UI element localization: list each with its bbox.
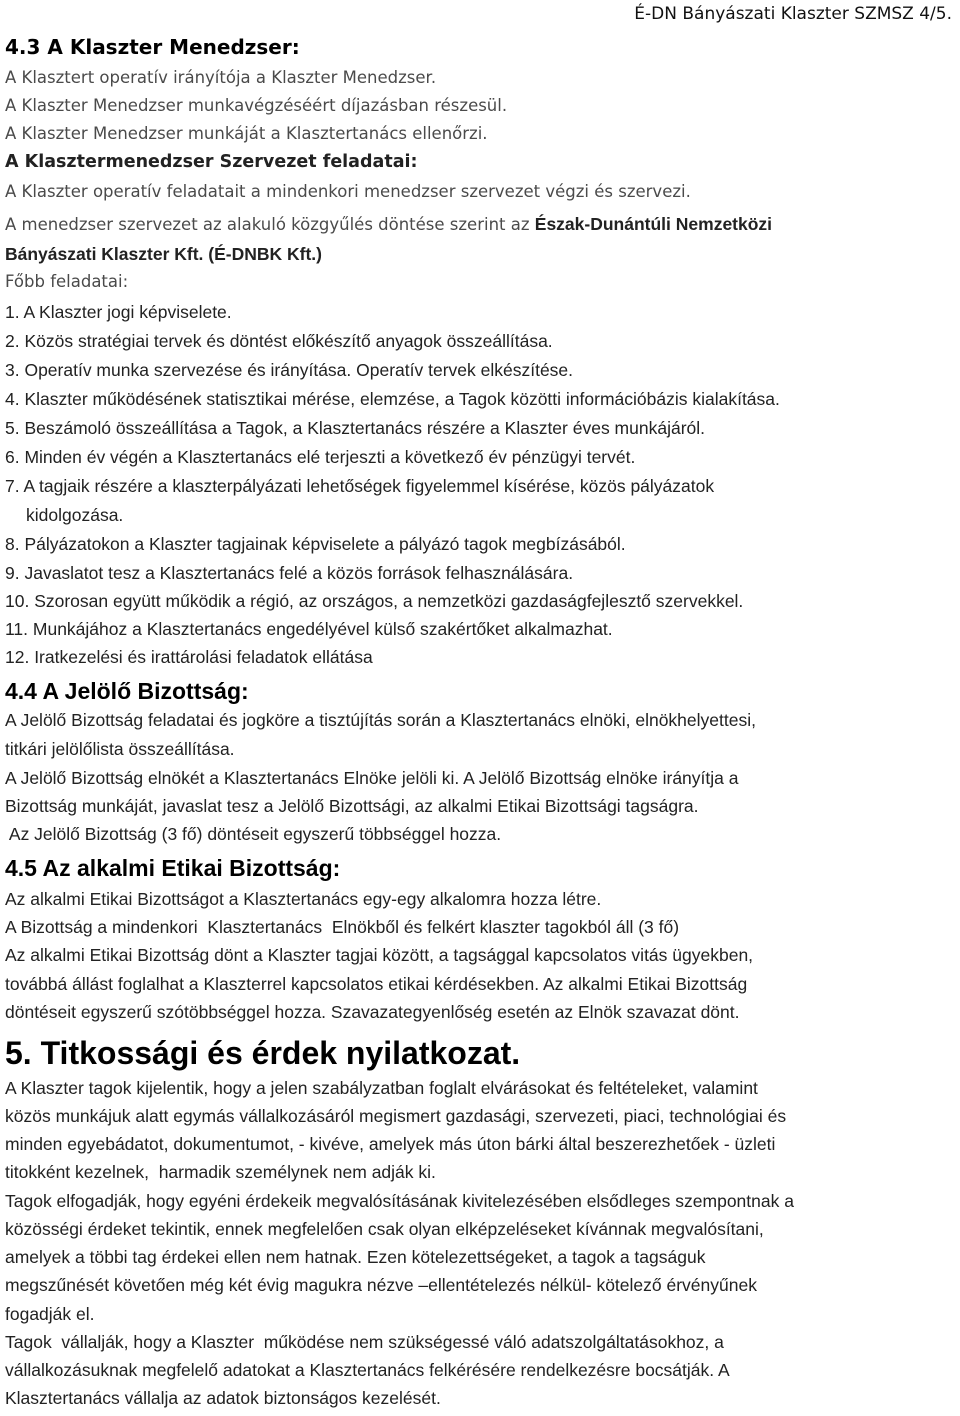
paragraph-line: titkári jelölőlista összeállítása.: [5, 739, 235, 759]
section-4-5-heading: 4.5 Az alkalmi Etikai Bizottság:: [5, 855, 341, 881]
paragraph-line: továbbá állást foglalhat a Klaszterrel kapcsolatos etikai kérdésekben. Az alkalmi Etikai Bizottság: [5, 974, 748, 994]
paragraph-line: Bizottság munkáját, javaslat tesz a Jelölő Bizottsági, az alkalmi Etikai Bizottsági tagságra.: [5, 796, 699, 816]
paragraph-line: Az alkalmi Etikai Bizottság dönt a Klaszter tagjai között, a tagsággal kapcsolatos vitás ügyekben,: [5, 945, 754, 965]
paragraph-line: fogadják el.: [5, 1304, 95, 1324]
paragraph-line: Tagok elfogadják, hogy egyéni érdekeik megvalósításának kivitelezésében elsődleges szempontnak a: [5, 1191, 794, 1211]
paragraph-line: Klasztertanács vállalja az adatok biztonságos kezelését.: [5, 1388, 441, 1408]
list-item: 12. Iratkezelési és irattárolási feladatok ellátása: [5, 647, 373, 667]
paragraph-line: közös munkájuk alatt egymás vállalkozásáról megismert gazdasági, szervezeti, piaci, technológiai és: [5, 1106, 787, 1126]
paragraph-line: A Klasztert operatív irányítója a Klaszter Menedzser.: [5, 68, 437, 87]
list-item: 3. Operatív munka szervezése és irányítása. Operatív tervek elkészítése.: [5, 360, 574, 380]
paragraph-line: amelyek a többi tag érdekei ellen nem hatnak. Ezen kötelezettségeket, a tagok a tagságuk: [5, 1247, 706, 1267]
list-item: 7. A tagjaik részére a klaszterpályázati lehetőségek figyelemmel kísérése, közös pályázatok: [5, 476, 715, 496]
paragraph-line: titokként kezelnek, harmadik személynek nem adják ki.: [5, 1162, 436, 1182]
company-name: Észak-Dunántúli Nemzetközi: [534, 214, 773, 234]
paragraph-line: Tagok vállalják, hogy a Klaszter működése nem szükségessé váló adatszolgáltatásokhoz, a: [5, 1332, 724, 1352]
company-name-continued: Bányászati Klaszter Kft. (É-DNBK Kft.): [5, 244, 322, 264]
paragraph-line: megszűnését követően még két évig magukra nézve –ellentételezés nélkül- kötelező érvényűnek: [5, 1275, 757, 1295]
list-item: 9. Javaslatot tesz a Klasztertanács felé a közös források felhasználására.: [5, 563, 574, 583]
list-item: 4. Klaszter működésének statisztikai mérése, elemzése, a Tagok közötti információbázis kialakítása.: [5, 389, 780, 409]
paragraph-line: A Bizottság a mindenkori Klasztertanács Elnökből és felkért klaszter tagokból áll (3 fő): [5, 917, 680, 937]
paragraph-line: A Jelölő Bizottság elnökét a Klasztertanács Elnöke jelöli ki. A Jelölő Bizottság elnöke irányítja a: [5, 768, 739, 788]
paragraph-line: minden egyebádatot, dokumentumot, - kivéve, amelyek más úton bárki által beszerezhetőek - üzleti: [5, 1134, 776, 1154]
section-4-4-heading: 4.4 A Jelölő Bizottság:: [5, 678, 249, 704]
paragraph-line: A Klaszter Menedzser munkavégzéséért díjazásban részesül.: [5, 96, 508, 115]
paragraph-line: döntéseit egyszerű szótöbbséggel hozza. Szavazategyenlőség esetén az Elnök szavazat dönt.: [5, 1002, 740, 1022]
list-item: 11. Munkájához a Klasztertanács engedélyével külső szakértőket alkalmazhat.: [5, 619, 613, 639]
list-item: 5. Beszámoló összeállítása a Tagok, a Klasztertanács részére a Klaszter éves munkájáról.: [5, 418, 706, 438]
section-4-3-heading: 4.3 A Klaszter Menedzser:: [5, 35, 300, 59]
manager-organization-subheading: A Klasztermenedzser Szervezet feladatai:: [5, 152, 418, 172]
paragraph-line: A Jelölő Bizottság feladatai és jogköre a tisztújítás során a Klasztertanács elnöki, elnökhelyettesi,: [5, 710, 756, 730]
running-header: É-DN Bányászati Klaszter SZMSZ 4/5.: [634, 4, 952, 24]
paragraph-line: vállalkozásuknak megfelelő adatokat a Klasztertanács felkérésére rendelkezésre bocsátják. A: [5, 1360, 730, 1380]
list-item: 2. Közös stratégiai tervek és döntést előkészítő anyagok összeállítása.: [5, 331, 553, 351]
list-item: 1. A Klaszter jogi képviselete.: [5, 302, 232, 322]
paragraph-line: Az Jelölő Bizottság (3 fő) döntéseit egyszerű többséggel hozza.: [5, 824, 502, 844]
paragraph-line: Az alkalmi Etikai Bizottságot a Klasztertanács egy-egy alkalomra hozza létre.: [5, 889, 602, 909]
section-5-heading: 5. Titkossági és érdek nyilatkozat.: [5, 1035, 521, 1071]
list-item: 10. Szorosan együtt működik a régió, az országos, a nemzetközi gazdaságfejlesztő szervekkel.: [5, 591, 744, 611]
list-item: 8. Pályázatokon a Klaszter tagjainak képviselete a pályázó tagok megbízásából.: [5, 534, 626, 554]
paragraph-line: közösségi érdeket tekintik, ennek megfelelően csak olyan elképzeléseket kívánnak megvalósítani,: [5, 1219, 764, 1239]
paragraph-line: A Klaszter tagok kijelentik, hogy a jelen szabályzatban foglalt elvárásokat és feltételeket, valamint: [5, 1078, 758, 1098]
paragraph-line: [5, 213, 772, 236]
paragraph-line: A Klaszter Menedzser munkáját a Klasztertanács ellenőrzi.: [5, 124, 488, 143]
decision-text: A menedzser szervezet az alakuló közgyűlés döntése szerint az: [5, 215, 535, 234]
list-item: 6. Minden év végén a Klasztertanács elé terjeszti a következő év pénzügyi tervét.: [5, 447, 636, 467]
tasks-label: Főbb feladatai:: [5, 272, 129, 291]
paragraph-line: A Klaszter operatív feladatait a mindenkori menedzser szervezet végzi és szervezi.: [5, 182, 691, 201]
list-item-continuation: kidolgozása.: [26, 505, 124, 525]
